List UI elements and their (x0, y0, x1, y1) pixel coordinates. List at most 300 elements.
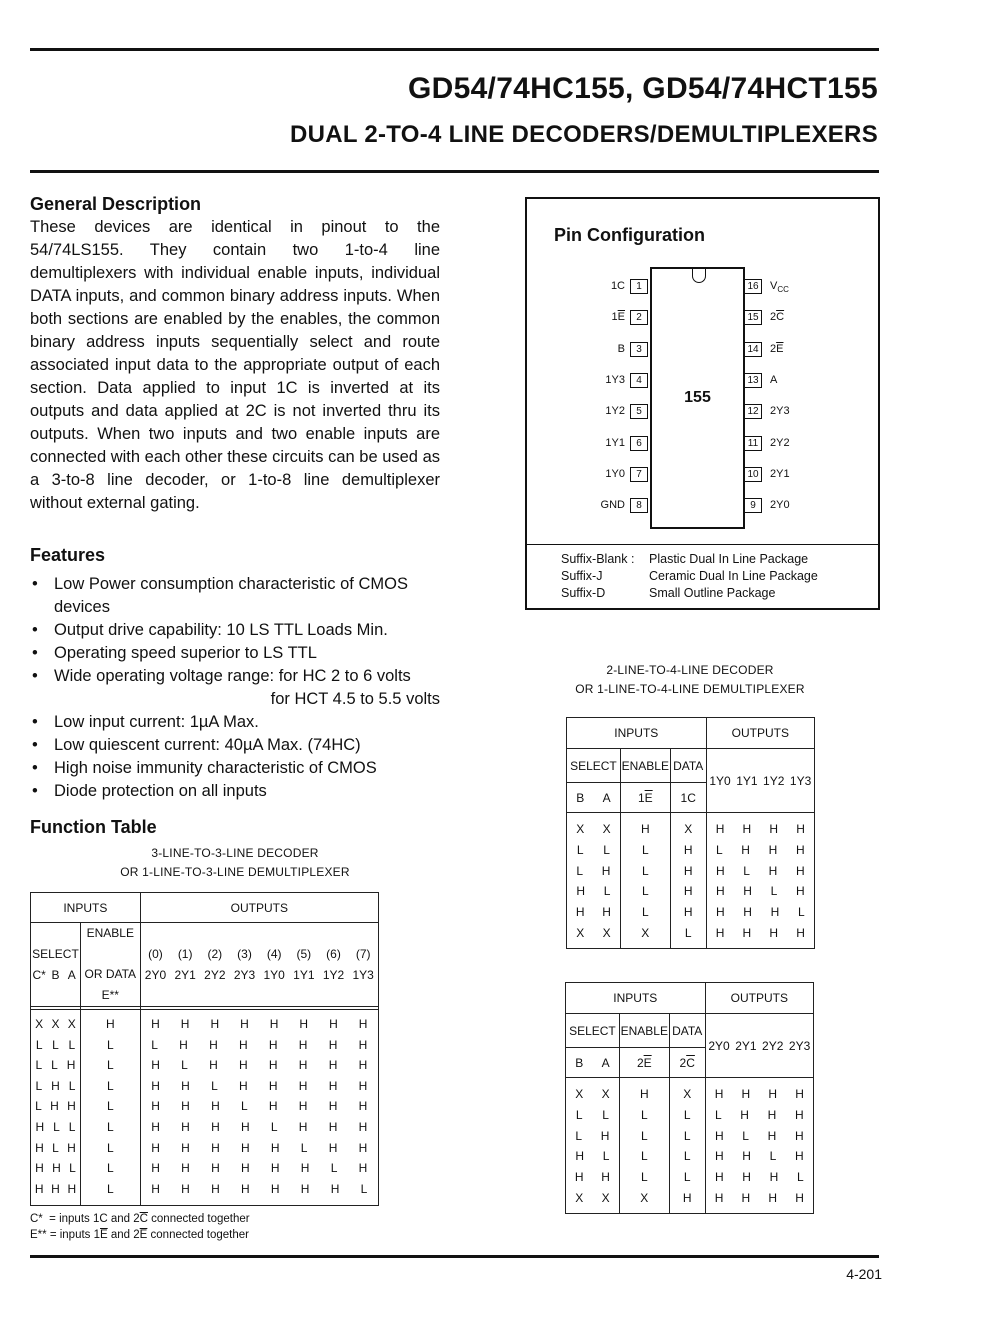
enable-values (619, 1078, 669, 1214)
output-index: (4) (266, 946, 282, 961)
cell: H (714, 1190, 724, 1205)
pin-name-label: 2Y1 (770, 467, 790, 480)
cell: H (358, 1017, 368, 1031)
table-row (141, 1117, 378, 1138)
table-row (31, 1138, 80, 1159)
cell: H (211, 1099, 220, 1114)
table-row: H (683, 905, 693, 920)
table-row (707, 819, 814, 840)
table-row (567, 819, 620, 840)
cell: H (268, 1037, 278, 1052)
table-row: L (106, 1099, 114, 1114)
cell: H (268, 1099, 278, 1114)
cell: H (181, 1078, 190, 1093)
table-row: X (640, 1190, 649, 1205)
cell: H (328, 1119, 338, 1134)
cell: H (151, 1140, 160, 1155)
table-row: H (683, 842, 693, 857)
cell: H (179, 1037, 188, 1052)
table-row (567, 923, 620, 944)
enable-values (620, 813, 670, 949)
cell: L (602, 1107, 609, 1122)
cell: H (767, 1128, 777, 1143)
cell: L (35, 1037, 43, 1052)
table-row (706, 1188, 813, 1209)
cell: H (328, 1037, 338, 1052)
table-row (31, 1117, 80, 1138)
cell: H (358, 1140, 368, 1155)
cell: L (300, 1140, 308, 1155)
cell: H (329, 1017, 338, 1031)
table-row (31, 1055, 80, 1076)
cell: H (298, 1119, 308, 1134)
pin-9: 9 (744, 498, 762, 513)
general-description-text: These devices are identical in pinout to the 54/74LS155. They contain two 1-to-4 line demultiplexers with individual enable inputs, individual DATA inputs, and common binary address inputs. When both sections are enabled by the enables, the common binary address inputs sequentially select and route associated input data to the appropriate output of each section. Data applied to input 1C is inverted at its outputs and data applied at 2C is not inverted thru its outputs. When two inputs and two enable inputs are connected with each other these circuits can be used as a 3-to-8 line decoder, or 1-to-8 line demultiplexer without external gating. (30, 218, 440, 512)
suffix-list (561, 551, 818, 602)
table-row (707, 881, 814, 902)
overline-text: $\overline{C}$ (776, 311, 785, 324)
output-index: (6) (326, 946, 341, 961)
cell: H (67, 1140, 76, 1155)
outputs-names (705, 1014, 813, 1078)
table-row (566, 1188, 619, 1209)
overline-text: $\overline{E}$ (776, 342, 784, 355)
cell: L (270, 1119, 278, 1134)
select-sub-label: B (51, 967, 60, 982)
table-row (141, 1179, 378, 1200)
suffix-row: Suffix-Blank : Plastic Dual In Line Package (561, 552, 809, 566)
output-name: 2Y1 (174, 967, 196, 982)
cell: H (270, 1140, 280, 1155)
select-header: SELECT (566, 1014, 620, 1048)
cell: H (35, 1161, 44, 1176)
table-row (706, 1084, 813, 1105)
cell: H (740, 1107, 749, 1122)
table-row (566, 1105, 619, 1126)
cell: H (330, 1181, 340, 1196)
select-sub-label: A (602, 790, 611, 805)
cell: H (151, 1058, 160, 1073)
pin-3: 3 (630, 342, 648, 357)
overline-text: $\overline{E}$ (644, 790, 653, 805)
feature-item: • Operating speed superior to LS TTL (30, 642, 450, 665)
output-index: (5) (296, 946, 312, 961)
cell: L (53, 1119, 60, 1134)
decoder-caption: 2-LINE-TO-4-LINE DECODER OR 1-LINE-TO-4-LINE DEMULTIPLEXER (575, 663, 805, 696)
cell: L (68, 1119, 76, 1134)
cell: L (603, 842, 610, 857)
cell: L (575, 1128, 583, 1143)
pin-name-label: $1\overline{E}$ (611, 311, 625, 324)
cell: H (209, 1037, 218, 1052)
cell: H (358, 1099, 368, 1114)
table-row (31, 1076, 80, 1097)
pin-5: 5 (630, 404, 648, 419)
table-row (566, 1084, 619, 1105)
cell: H (715, 905, 725, 920)
output-name: 1Y3 (789, 773, 812, 788)
table-row: L (683, 1128, 691, 1143)
ic-package (650, 267, 745, 529)
output-name: 1Y1 (736, 773, 758, 788)
pin-name-label: GND (600, 499, 625, 512)
cell: X (576, 822, 585, 836)
cell: H (151, 1161, 160, 1176)
cell: L (797, 905, 805, 920)
pin-name-label: A (770, 373, 778, 386)
cell: L (576, 863, 584, 878)
output-name: 2Y1 (735, 1038, 757, 1053)
select-sub-label: C* (32, 967, 46, 982)
pin-name-label: 2Y3 (770, 405, 790, 418)
table-row (31, 1158, 80, 1179)
table-row: L (106, 1140, 114, 1155)
suffix-row: Suffix-D Small Outline Package (561, 586, 776, 600)
cell: H (358, 1037, 368, 1052)
select-sub-label: B (575, 1055, 584, 1070)
pin-4: 4 (630, 373, 648, 388)
table-row: L (106, 1058, 114, 1073)
cell: L (240, 1099, 248, 1114)
table-row (567, 902, 620, 923)
cell: H (767, 1107, 777, 1122)
output-name: 2Y2 (762, 1038, 784, 1053)
cell: H (714, 1128, 724, 1143)
cell: H (742, 1149, 751, 1164)
cell: H (600, 1128, 610, 1143)
pin-name-label: $2\overline{C}$ (770, 311, 785, 324)
cell: L (52, 1037, 59, 1052)
table-row (567, 881, 620, 902)
table-row: H (682, 1190, 692, 1205)
feature-item: • Low input current: 1µA Max. (30, 711, 450, 734)
cell: H (574, 1170, 584, 1185)
pin-15: 15 (744, 310, 762, 325)
enable-header: ENABLE (619, 1014, 669, 1048)
cell: H (795, 1190, 804, 1205)
cell: H (298, 1037, 308, 1052)
data-header: DATA (669, 1014, 705, 1048)
output-name: 1Y3 (352, 967, 374, 982)
feature-item: • High noise immunity characteristic of CMOS (30, 757, 450, 780)
enable-sub-label: $1\overline{E}$ (637, 790, 653, 805)
cell: H (299, 1017, 309, 1031)
output-values (140, 1010, 378, 1206)
cell: H (358, 1119, 368, 1134)
select-header: SELECT C* B A (31, 923, 81, 1007)
feature-item: • Diode protection on all inputs (30, 780, 450, 803)
suffix-row: Suffix-J Ceramic Dual In Line Package (561, 569, 818, 583)
cell: H (358, 1078, 368, 1093)
cell: H (181, 1161, 190, 1176)
cell: H (795, 863, 805, 878)
output-index: (3) (237, 946, 252, 961)
table-row: L (640, 1128, 648, 1143)
function-table-heading: Function Table (30, 817, 157, 837)
table-row: L (641, 884, 649, 899)
cell: H (298, 1099, 308, 1114)
output-name: 2Y3 (788, 1038, 811, 1053)
table-row (566, 1167, 619, 1188)
table-row (707, 923, 814, 944)
cell: H (269, 1017, 279, 1031)
table-row (141, 1014, 378, 1035)
table-row: L (106, 1181, 114, 1196)
table-row (31, 1014, 80, 1035)
page-title: GD54/74HC155, GD54/74HCT155 (407, 72, 878, 105)
cell: L (769, 1149, 777, 1164)
cell: H (769, 925, 779, 940)
output-name-row (707, 774, 814, 788)
data-values (670, 813, 706, 949)
table-row (141, 1158, 378, 1179)
cell: H (151, 1119, 160, 1134)
output-name: 1Y0 (263, 967, 285, 982)
cell: H (714, 1170, 724, 1185)
table-row (31, 1035, 80, 1056)
select-values (567, 813, 621, 949)
cell: H (298, 1058, 308, 1073)
cell: H (743, 884, 752, 899)
page-number: 4-201 (846, 1266, 882, 1282)
table-row (141, 1138, 378, 1159)
cell: H (575, 905, 585, 920)
output-values (705, 1078, 813, 1214)
vcc-subscript: CC (777, 285, 789, 295)
table-row: L (641, 863, 649, 878)
cell: H (240, 1140, 250, 1155)
cell: H (151, 1078, 160, 1093)
pin-12: 12 (744, 404, 762, 419)
table-row: X (684, 822, 693, 836)
cell: H (741, 1087, 751, 1101)
cell: H (328, 1140, 338, 1155)
cell: H (211, 1181, 220, 1196)
table-row (566, 1146, 619, 1167)
cell: X (575, 1190, 584, 1205)
cell: L (68, 1037, 76, 1052)
output-name: 1Y2 (763, 773, 785, 788)
output-name: 1Y0 (709, 773, 731, 788)
cell: H (794, 1149, 804, 1164)
package-notch (692, 267, 706, 283)
table-row (707, 902, 814, 923)
pin-name-label: 1C (610, 280, 625, 292)
cell: H (35, 1140, 44, 1155)
table-row (566, 1126, 619, 1147)
feature-item: • Output drive capability: 10 LS TTL Loads Min. (30, 619, 450, 642)
cell: H (238, 1078, 248, 1093)
cell: H (714, 1087, 724, 1101)
table-row: X (641, 925, 650, 940)
chip-label: 155 (684, 389, 711, 406)
cell: H (238, 1058, 248, 1073)
output-name: 1Y1 (293, 967, 315, 982)
general-description-heading: General Description (30, 194, 202, 214)
output-name-row (706, 1039, 813, 1053)
cell: H (768, 842, 778, 857)
cell: H (742, 1170, 751, 1185)
cell: X (602, 925, 611, 940)
vcc-label: V (770, 280, 778, 292)
cell: H (796, 925, 805, 940)
cell: L (715, 842, 723, 857)
outputs-header: OUTPUTS (705, 983, 813, 1014)
cell: L (51, 1058, 58, 1073)
inputs-header: INPUTS (31, 893, 141, 923)
page-subtitle: DUAL 2-TO-4 LINE DECODERS/DEMULTIPLEXERS (289, 121, 878, 148)
header-rule (30, 170, 879, 173)
cell: X (601, 1190, 610, 1205)
overline-text: $\overline{E}$ (643, 1055, 652, 1070)
cell: H (270, 1181, 280, 1196)
table-row (31, 1179, 80, 1200)
cell: H (328, 1099, 338, 1114)
footnote-e: E** = inputs $1\overline{E}$ and $2\overline{E}$ connected together (30, 1229, 250, 1241)
features-list (30, 573, 450, 803)
cell: H (715, 863, 725, 878)
table-row: L (641, 842, 649, 857)
output-index: (7) (355, 946, 371, 961)
cell: H (181, 1181, 190, 1196)
outputs-header: OUTPUTS (706, 718, 814, 749)
select-sub-label: A (601, 1055, 610, 1070)
cell: H (181, 1140, 190, 1155)
cell: L (714, 1107, 722, 1122)
decoder-table-2 (565, 982, 814, 1214)
inputs-header: INPUTS (566, 983, 706, 1014)
cell: L (151, 1037, 158, 1052)
table-row: L (106, 1161, 114, 1176)
cell: H (240, 1181, 250, 1196)
cell: H (795, 884, 805, 899)
enable-header: ENABLE OR DATA E** (80, 923, 140, 1007)
pin-8: 8 (630, 498, 648, 513)
overline-text: $\overline{E}$ (617, 311, 625, 324)
cell: H (602, 905, 611, 920)
pin-configuration-heading: Pin Configuration (554, 225, 705, 245)
table-row: L (683, 1149, 691, 1164)
output-name: 2Y2 (204, 967, 226, 982)
cell: H (34, 1181, 44, 1196)
pin-name-label (770, 279, 789, 297)
cell: H (151, 1017, 160, 1031)
table-row: L (106, 1078, 114, 1093)
cell: H (211, 1161, 220, 1176)
cell: L (743, 863, 750, 878)
select-sub (567, 783, 621, 813)
pin-11: 11 (744, 436, 762, 451)
cell: H (575, 1149, 585, 1164)
pin-13: 13 (744, 373, 762, 388)
cell: H (50, 1099, 59, 1114)
pin-name-label: 2Y0 (770, 499, 790, 512)
table-row (706, 1146, 813, 1167)
table-row (706, 1105, 813, 1126)
cell: H (741, 842, 750, 857)
table-row (141, 1076, 378, 1097)
cell: L (602, 1149, 610, 1164)
data-sub: $2\overline{C}$ (669, 1048, 705, 1078)
pin-14: 14 (744, 342, 762, 357)
pin-name-label: B (617, 342, 625, 355)
table-row: L (641, 905, 649, 920)
cell: X (575, 1087, 584, 1101)
pin-name-label: $2\overline{E}$ (770, 342, 784, 355)
cell: L (330, 1161, 338, 1176)
pin-name-label: 1Y2 (605, 405, 625, 418)
table-row (567, 840, 620, 861)
cell: L (211, 1078, 218, 1093)
table-row (706, 1167, 813, 1188)
table-row (707, 840, 814, 861)
cell: H (742, 925, 752, 940)
cell: H (181, 1119, 190, 1134)
table-row (31, 1096, 80, 1117)
output-name: 1Y2 (322, 967, 345, 982)
select-sub-label: B (576, 790, 585, 805)
pin-6: 6 (630, 436, 648, 451)
data-sub: 1C (670, 783, 706, 813)
decoder-table-1 (566, 717, 815, 949)
overline-text: $\overline{C}$ (686, 1055, 695, 1070)
enable-sub (620, 783, 670, 813)
feature-item: • Low quiescent current: 40µA Max. (74HC) (30, 734, 450, 757)
output-index: (1) (177, 946, 193, 961)
pin-2: 2 (630, 310, 648, 325)
cell: H (794, 1107, 804, 1122)
output-name: 2Y0 (708, 1038, 730, 1053)
cell: H (770, 905, 780, 920)
cell: L (576, 842, 584, 857)
pin-configuration-box (525, 197, 880, 610)
cell: H (270, 1161, 280, 1176)
cell: L (69, 1161, 76, 1176)
output-name: 2Y0 (144, 967, 167, 982)
table-row (706, 1126, 813, 1147)
cell: H (238, 1037, 248, 1052)
cell: H (358, 1161, 368, 1176)
cell: L (35, 1099, 42, 1114)
cell: L (35, 1058, 43, 1073)
cell: H (769, 1170, 779, 1185)
outputs-header: OUTPUTS (140, 893, 378, 923)
feature-item: • Wide operating voltage range: for HC 2 to 6 volts for HCT 4.5 to 5.5 volts (30, 665, 450, 711)
cell: H (796, 822, 805, 836)
cell: H (151, 1099, 160, 1114)
cell: H (795, 1087, 804, 1101)
cell: L (603, 884, 611, 899)
table-row: H (105, 1017, 115, 1031)
cell: H (769, 822, 779, 836)
table-row: L (683, 1107, 691, 1122)
cell: L (360, 1181, 368, 1196)
function-table-3to8 (30, 892, 379, 1206)
select-values (566, 1078, 620, 1214)
cell: H (211, 1119, 220, 1134)
cell: H (743, 905, 752, 920)
data-values (669, 1078, 705, 1214)
pin-name-label: 1Y3 (605, 373, 625, 386)
cell: H (298, 1078, 308, 1093)
cell: L (68, 1078, 76, 1093)
cell: H (151, 1181, 160, 1196)
table-row (141, 1035, 378, 1056)
pin-10: 10 (744, 467, 762, 482)
cell: L (35, 1078, 43, 1093)
table-row: H (640, 822, 650, 836)
enable-sub (619, 1048, 669, 1078)
